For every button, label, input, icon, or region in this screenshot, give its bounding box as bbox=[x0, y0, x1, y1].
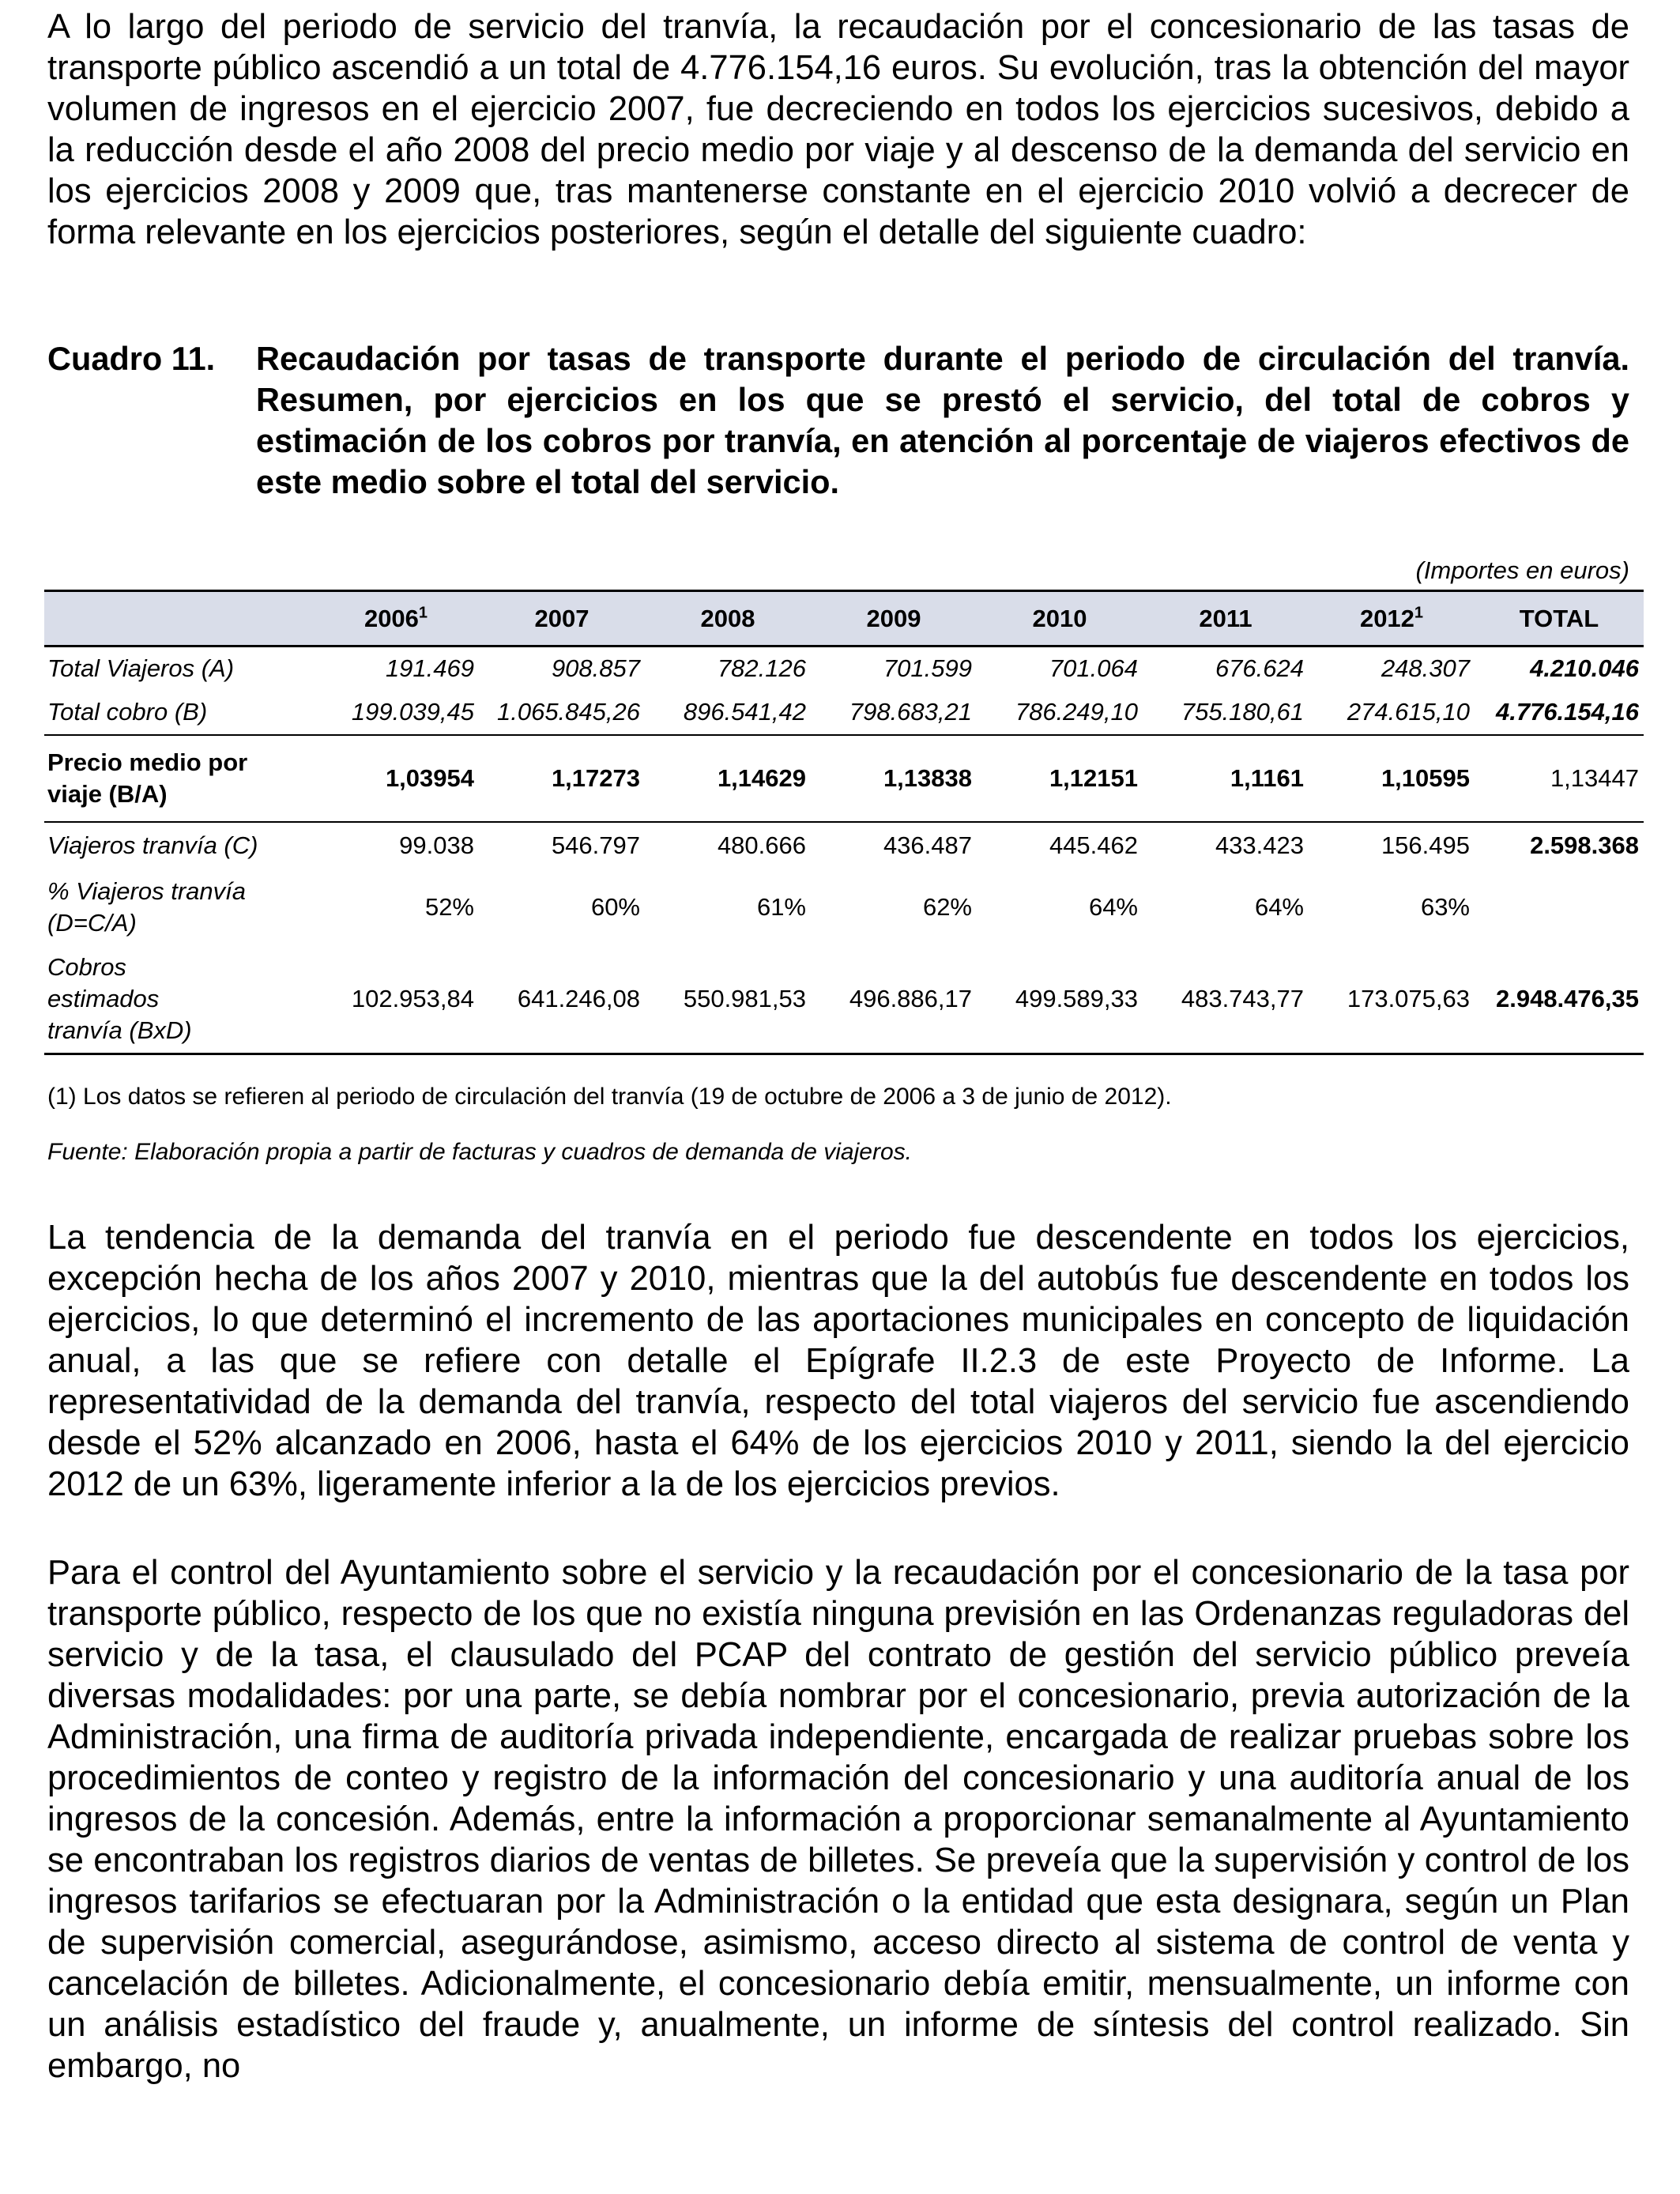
row-label: Total Viajeros (A) bbox=[47, 654, 235, 683]
intro-paragraph: A lo largo del periodo de servicio del tranvía, la recaudación por el concesionario de las tasas de transporte público ascendió a un total de 4.776.154,16 euros. Su evolución, tras la obtención del mayor volumen de ingresos en el ejercicio 2007, fue decreciendo en todos los ejercicios sucesivos, debido a la reducción desde el año 2008 del precio medio por viaje y al descenso de la demanda del servicio en los ejercicios 2008 y 2009 que, tras mantenerse constante en el ejercicio 2010 volvió a decrecer de forma relevante en los ejercicios posteriores, según el detalle del siguiente cuadro: bbox=[47, 8, 1629, 251]
table-cell: 755.180,61 bbox=[1143, 691, 1309, 735]
table-cell-total: 4.210.046 bbox=[1530, 654, 1639, 683]
table-cell: 274.615,10 bbox=[1309, 691, 1475, 735]
header-2010: 2010 bbox=[977, 591, 1143, 647]
table-cell: 480.666 bbox=[717, 831, 806, 859]
table-cell: 1,14629 bbox=[645, 735, 811, 822]
table-cell: 908.857 bbox=[551, 654, 640, 683]
table-cell: 99.038 bbox=[399, 831, 474, 859]
table-cell: 52% bbox=[424, 892, 474, 921]
table-cell-total: 1,13447 bbox=[1475, 735, 1644, 822]
row-label: % Viajeros tranvía (D=C/A) bbox=[47, 876, 246, 937]
table-header-row bbox=[44, 591, 1644, 647]
table-cell-total: 2.598.368 bbox=[1530, 831, 1639, 859]
table-cell: 782.126 bbox=[717, 654, 806, 683]
header-blank bbox=[44, 591, 313, 647]
table-cell: 786.249,10 bbox=[977, 691, 1143, 735]
table-cell: 1.065.845,26 bbox=[479, 691, 645, 735]
table-cell: 433.423 bbox=[1215, 831, 1304, 859]
paragraph-3: Para el control del Ayuntamiento sobre el servicio y la recaudación por el concesionario de la tasa por transporte público, respecto de los que no existía ninguna previsión en las Ordenanzas reguladoras del servicio y de la tasa, el clausulado del PCAP del contrato de gestión del servicio público preveía diversas modalidades: por una parte, se debía nombrar por el concesionario, previa autorización de la Administración, una firma de auditoría privada independiente, encargada de realizar pruebas sobre los procedimientos de conteo y registro de la información del concesionario y una auditoría anual de los ingresos de la concesión. Además, entre la información a proporcionar semanalmente al Ayuntamiento se encontraban los registros diarios de ventas de billetes. Se preveía que la supervisión y control de los ingresos tarifarios se efectuaran por la Administración o la entidad que esta designara, según un Plan de supervisión comercial, asegurándose, asimismo, acceso directo al sistema de control de venta y cancelación de billetes. Adicionalmente, el concesionario debía emitir, mensualmente, un informe con un análisis estadístico del fraude y, anualmente, un informe de síntesis del control realizado. Sin embargo, no bbox=[47, 1554, 1629, 2085]
table-cell: 173.075,63 bbox=[1347, 984, 1470, 1012]
table-cell: 64% bbox=[1088, 892, 1138, 921]
table-footnote: (1) Los datos se refieren al periodo de circulación del tranvía (19 de octubre de 2006 a 3 de junio de 2012). bbox=[47, 1084, 1172, 1110]
table-caption-text: Recaudación por tasas de transporte durante el periodo de circulación del tranvía. Resumen, por ejercicios en los que se prestó el servicio, del total de cobros y estimación de los cobros por tranvía, en atención al porcentaje de viajeros efectivos de este medio sobre el total del servicio. bbox=[256, 340, 1629, 500]
table-cell: 102.953,84 bbox=[351, 984, 474, 1012]
table-cell: 550.981,53 bbox=[683, 984, 806, 1012]
table-cell: 1,13838 bbox=[811, 735, 977, 822]
table-cell: 64% bbox=[1254, 892, 1304, 921]
units-note: (Importes en euros) bbox=[1415, 556, 1629, 584]
table-row bbox=[44, 869, 1644, 945]
table-cell: 499.589,33 bbox=[1015, 984, 1138, 1012]
header-2008: 2008 bbox=[645, 591, 811, 647]
table-cell: 248.307 bbox=[1381, 654, 1470, 683]
header-2012: 2012$^1$ bbox=[1309, 591, 1475, 647]
header-2007: 2007 bbox=[479, 591, 645, 647]
table-cell: 60% bbox=[590, 892, 640, 921]
table-cell: 156.495 bbox=[1381, 831, 1470, 859]
table-cell: 641.246,08 bbox=[517, 984, 640, 1012]
table-cell: 546.797 bbox=[551, 831, 640, 859]
row-label: Precio medio por viaje (B/A) bbox=[44, 735, 313, 822]
table-source: Fuente: Elaboración propia a partir de facturas y cuadros de demanda de viajeros. bbox=[47, 1139, 912, 1165]
table-cell: 798.683,21 bbox=[811, 691, 977, 735]
table-cell: 62% bbox=[922, 892, 972, 921]
table-cell: 445.462 bbox=[1049, 831, 1138, 859]
table-cell: 1,10595 bbox=[1309, 735, 1475, 822]
table-cell: 676.624 bbox=[1215, 654, 1304, 683]
table-cell: 496.886,17 bbox=[849, 984, 972, 1012]
table-cell: 1,1161 bbox=[1143, 735, 1309, 822]
table-cell: 1,17273 bbox=[479, 735, 645, 822]
table-cell: 896.541,42 bbox=[645, 691, 811, 735]
table-row bbox=[44, 647, 1644, 691]
table-cell: 701.064 bbox=[1049, 654, 1138, 683]
table-cell-total bbox=[1475, 869, 1644, 945]
row-label: Total cobro (B) bbox=[44, 691, 313, 735]
table-cell: 191.469 bbox=[385, 654, 474, 683]
header-total: TOTAL bbox=[1475, 591, 1644, 647]
table-cell: 63% bbox=[1420, 892, 1470, 921]
table-cell: 436.487 bbox=[883, 831, 972, 859]
header-2011: 2011 bbox=[1143, 591, 1309, 647]
table-cell: 1,03954 bbox=[313, 735, 479, 822]
table-row bbox=[44, 945, 1644, 1054]
table-cell-total: 4.776.154,16 bbox=[1475, 691, 1644, 735]
revenue-table bbox=[44, 590, 1644, 1055]
table-cell: 1,12151 bbox=[977, 735, 1143, 822]
table-cell: 61% bbox=[756, 892, 806, 921]
table-cell: 199.039,45 bbox=[313, 691, 479, 735]
table-caption-label: Cuadro 11. bbox=[47, 340, 216, 377]
table-cell: 701.599 bbox=[883, 654, 972, 683]
table-cell: 483.743,77 bbox=[1181, 984, 1304, 1012]
table-row bbox=[44, 691, 1644, 735]
header-2009: 2009 bbox=[811, 591, 977, 647]
row-label: Cobros estimados tranvía (BxD) bbox=[47, 952, 192, 1044]
table-cell-total: 2.948.476,35 bbox=[1495, 984, 1639, 1012]
table-row bbox=[44, 822, 1644, 869]
table-row bbox=[44, 735, 1644, 822]
row-label: Viajeros tranvía (C) bbox=[47, 831, 258, 859]
header-2006: 2006$^1$ bbox=[313, 591, 479, 647]
paragraph-2: La tendencia de la demanda del tranvía en el periodo fue descendente en todos los ejercicios, excepción hecha de los años 2007 y 2010, mientras que la del autobús fue descendente en todos los ejercicios, lo que determinó el incremento de las aportaciones municipales en concepto de liquidación anual, a las que se refiere con detalle el Epígrafe II.2.3 de este Proyecto de Informe. La representatividad de la demanda del tranvía, respecto del total viajeros del servicio fue ascendiendo desde el 52% alcanzado en 2006, hasta el 64% de los ejercicios 2010 y 2011, siendo la del ejercicio 2012 de un 63%, ligeramente inferior a la de los ejercicios previos. bbox=[47, 1219, 1629, 1503]
